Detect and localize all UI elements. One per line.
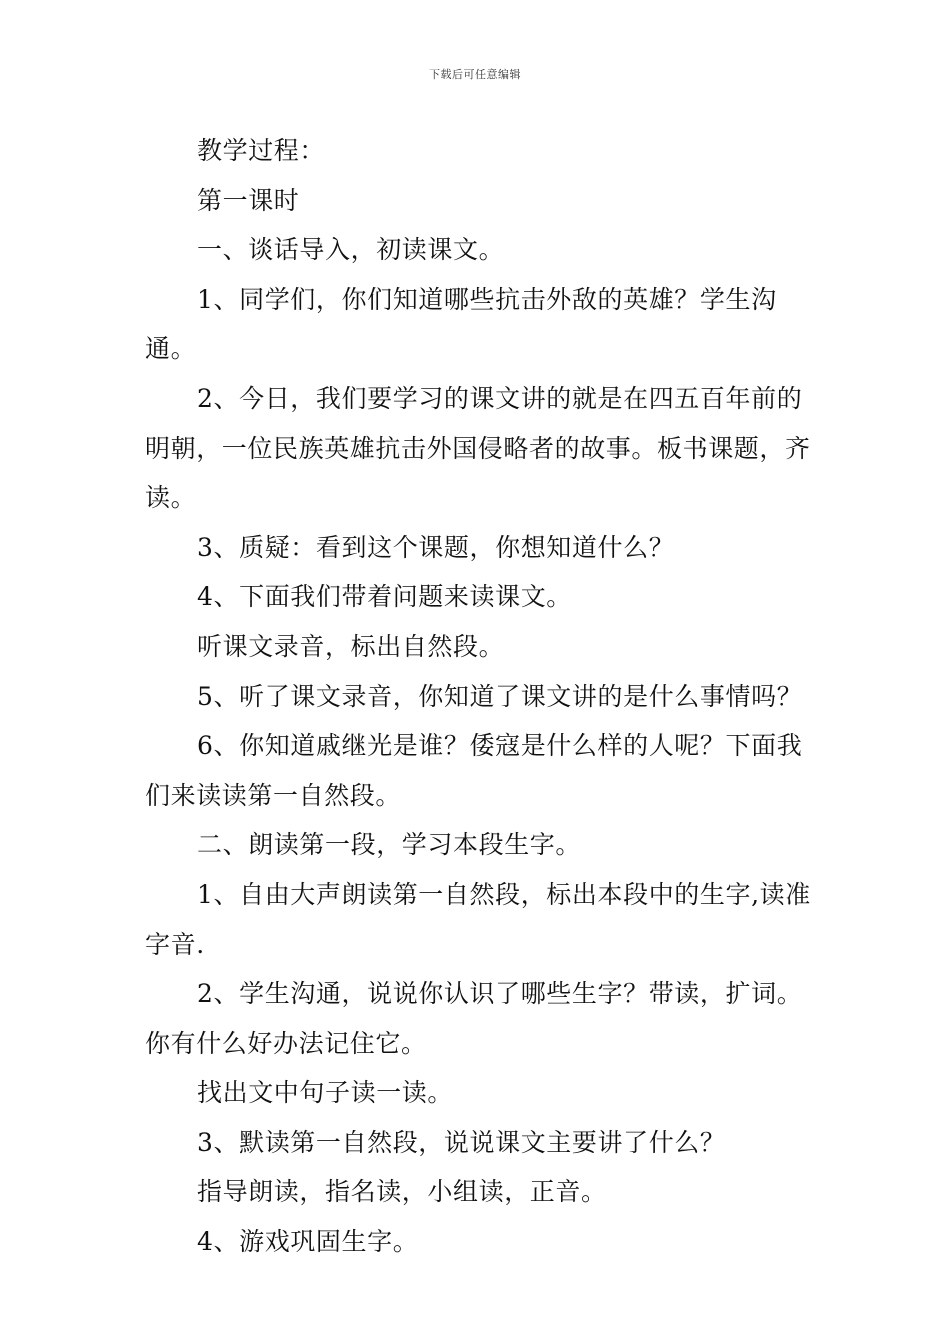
document-body <box>145 126 813 1267</box>
paragraph-find-sentences: 找出文中句子读一读。 <box>197 1078 454 1108</box>
paragraph-item-5: 5、听了课文录音，你知道了课文讲的是什么事情吗？ <box>197 681 803 711</box>
paragraph-section-two-item-4: 4、游戏巩固生字。 <box>197 1227 419 1257</box>
paragraph-item-1: 1、同学们，你们知道哪些抗击外敌的英雄？学生沟通。 <box>145 284 777 364</box>
paragraph-section-one-heading: 一、谈话导入，初读课文。 <box>197 235 505 265</box>
paragraph-section-two-item-2: 2、学生沟通，说说你认识了哪些生字？带读，扩词。你有什么好办法记住它。 <box>145 979 803 1058</box>
paragraph-section-two-item-3: 3、默读第一自然段，说说课文主要讲了什么？ <box>197 1127 726 1157</box>
paragraph-teaching-process: 教学过程： <box>197 136 326 165</box>
paragraph-guided-reading: 指导朗读，指名读，小组读，正音。 <box>197 1177 607 1207</box>
paragraph-item-3: 3、质疑：看到这个课题，你想知道什么？ <box>197 532 675 562</box>
paragraph-item-4: 4、下面我们带着问题来读课文。 <box>197 582 572 612</box>
paragraph-item-2: 2、今日，我们要学习的课文讲的就是在四五百年前的明朝，一位民族英雄抗击外国侵略者的故事。板书课题，齐读。 <box>145 383 811 513</box>
header-note: 下载后可任意编辑 <box>429 68 521 81</box>
paragraph-section-two-heading: 二、朗读第一段，学习本段生字。 <box>197 830 582 860</box>
paragraph-section-two-item-1: 1、自由大声朗读第一自然段，标出本段中的生字,读准字音. <box>145 879 811 959</box>
paragraph-item-6: 6、你知道戚继光是谁？倭寇是什么样的人呢？下面我们来读读第一自然段。 <box>145 731 803 810</box>
paragraph-listen-recording: 听课文录音，标出自然段。 <box>197 631 505 661</box>
paragraph-first-lesson: 第一课时 <box>197 185 300 215</box>
